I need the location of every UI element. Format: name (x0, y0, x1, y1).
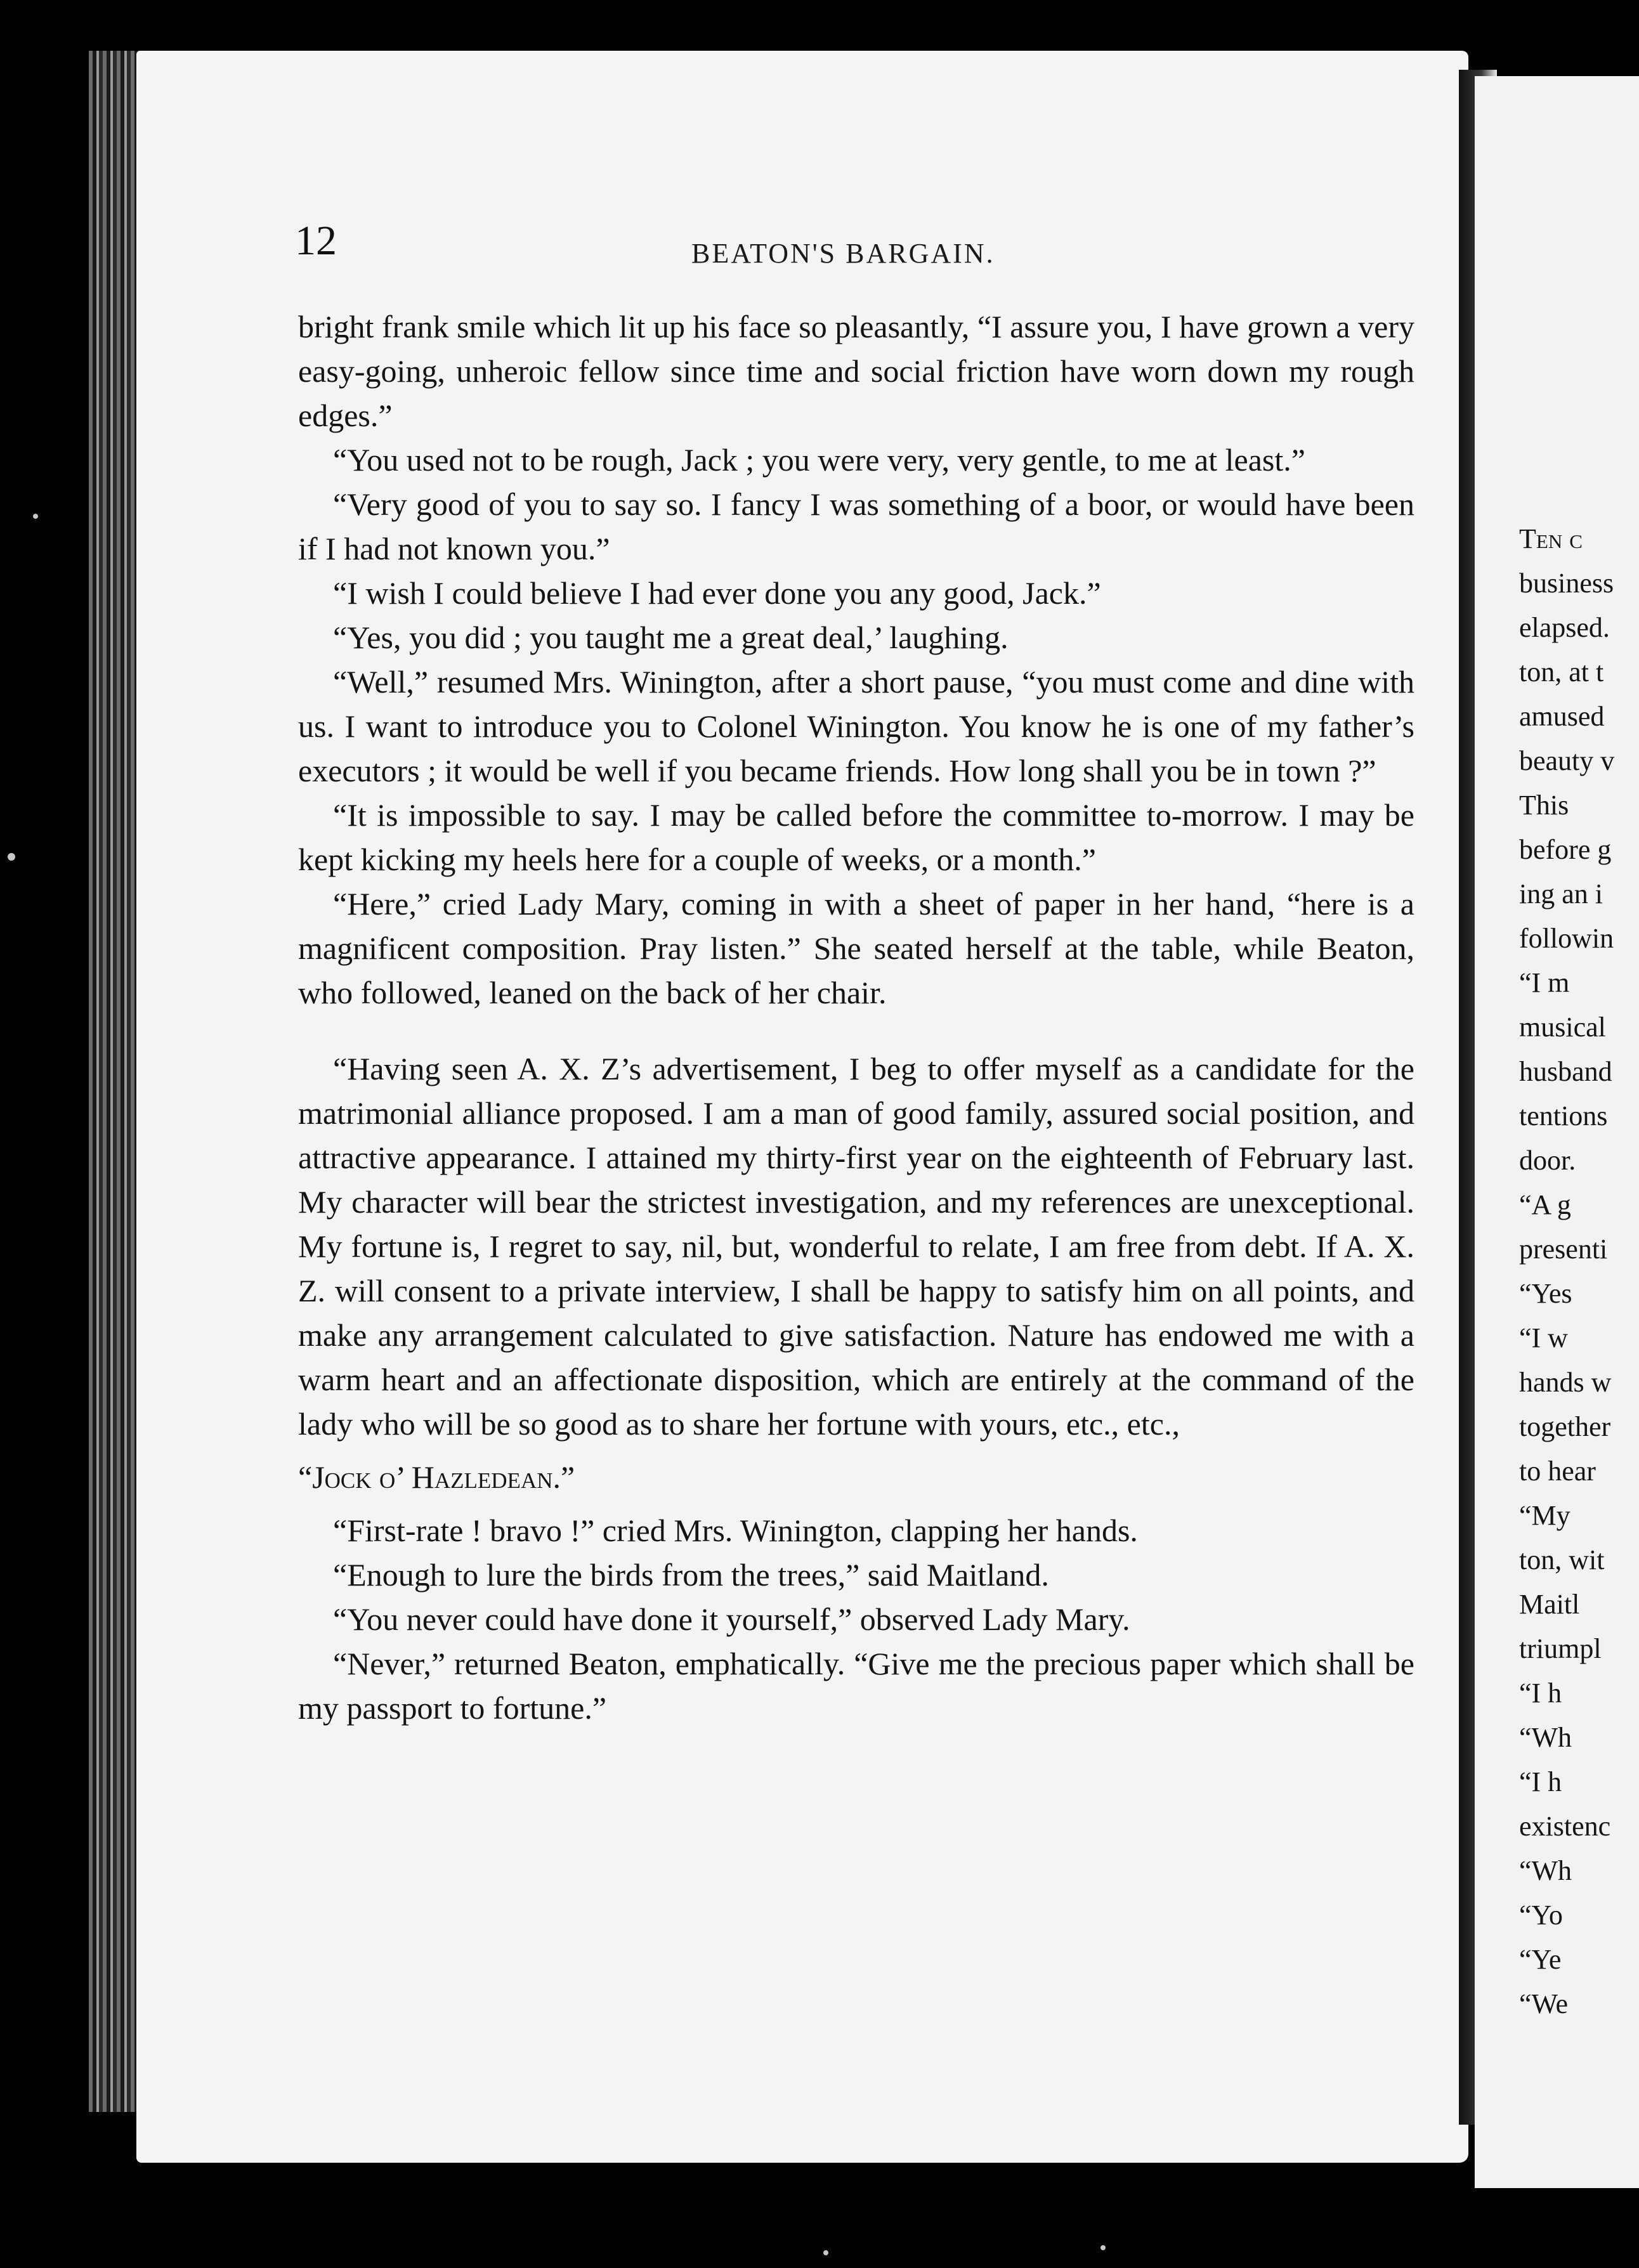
paragraph: “Enough to lure the birds from the trees,” said Maitland. (333, 1557, 1049, 1593)
facing-line: “I m (1519, 967, 1570, 998)
paragraph: “I wish I could believe I had ever done you any good, Jack.” (333, 575, 1101, 611)
paragraph: “It is impossible to say. I may be called before the committee to-morrow. I may be kept kicking my heels here for a couple of weeks, or a month.” (298, 797, 1414, 877)
facing-line: “Yes (1519, 1278, 1572, 1309)
paragraph: bright frank smile which lit up his face so pleasantly, “I assure you, I have grown a very easy-going, unheroic fellow since time and social friction have worn down my rough edges.” (298, 309, 1414, 433)
letter-signature: “Jock o’ Hazledean.” (298, 1459, 575, 1495)
facing-line: together (1519, 1411, 1611, 1442)
facing-line: Maitl (1519, 1589, 1580, 1620)
paragraph: “Never,” returned Beaton, emphatically. “Give me the precious paper which shall be my passport to fortune.” (298, 1646, 1414, 1726)
facing-line: door. (1519, 1145, 1576, 1176)
scan-speck (1100, 2245, 1106, 2250)
paragraph: “Yes, you did ; you taught me a great deal,’ laughing. (333, 620, 1009, 655)
paragraph: “Very good of you to say so. I fancy I was something of a boor, or would have been if I had not known you.” (298, 486, 1414, 566)
scan-speck (8, 853, 15, 861)
facing-line: triumpl (1519, 1633, 1602, 1664)
running-head: BEATON'S BARGAIN. (691, 238, 995, 269)
facing-line: to hear (1519, 1456, 1596, 1487)
section-gap (298, 1015, 1414, 1046)
scan-speck (823, 2250, 828, 2255)
facing-line: ton, at t (1519, 656, 1604, 688)
book-spine-edge (89, 51, 140, 2112)
facing-line: business (1519, 568, 1614, 599)
facing-line: husband (1519, 1056, 1612, 1087)
facing-line: This (1519, 790, 1569, 821)
facing-line: tentions (1519, 1100, 1608, 1131)
facing-line: Ten c (1519, 523, 1583, 554)
facing-line: ton, wit (1519, 1544, 1605, 1575)
facing-line: “Ye (1519, 1944, 1562, 1975)
facing-line: presenti (1519, 1234, 1608, 1265)
paragraph: “You used not to be rough, Jack ; you were very, very gentle, to me at least.” (333, 442, 1305, 478)
facing-line: “Wh (1519, 1722, 1572, 1753)
facing-line: amused (1519, 701, 1605, 732)
facing-line: musical (1519, 1012, 1606, 1043)
facing-line: “A g (1519, 1189, 1571, 1220)
facing-page-text (1519, 517, 1639, 2026)
letter-text: “Having seen A. X. Z’s advertisement, I beg to offer myself as a candidate for the matrimonial alliance proposed. I am a man of good family, assured social position, and attractive appearance. I attained my thirty-first year on the eighteenth of February last. My character will bear the strictest investigation, and my references are unexceptional. My fortune is, I regret to say, nil, but, wonderful to relate, I am free from debt. If A. X. Z. will consent to a private interview, I shall be happy to satisfy him on all points, and make any arrangement calculated to give satisfaction. Nature has endowed me with a warm heart and an affectionate disposition, which are entirely at the command of the lady who will be so good as to share her fortune with yours, etc., etc., (298, 1051, 1414, 1442)
page-number: 12 (295, 218, 337, 264)
page-body (298, 304, 1414, 1730)
paragraph: “You never could have done it yourself,” observed Lady Mary. (333, 1601, 1130, 1637)
facing-line: “My (1519, 1500, 1570, 1531)
facing-line: ing an i (1519, 878, 1603, 909)
facing-line: before g (1519, 834, 1612, 865)
paragraph: “Here,” cried Lady Mary, coming in with a sheet of paper in her hand, “here is a magnificent composition. Pray listen.” She seated herself at the table, while Beaton, who followed, leaned on the back of her chair. (298, 886, 1414, 1010)
facing-line: “I h (1519, 1678, 1562, 1709)
facing-line: hands w (1519, 1367, 1612, 1398)
facing-line: existenc (1519, 1811, 1611, 1842)
facing-line: followin (1519, 923, 1614, 954)
facing-line: “We (1519, 1988, 1569, 2019)
scan-speck (33, 514, 38, 519)
paragraph: “First-rate ! bravo !” cried Mrs. Winington, clapping her hands. (333, 1513, 1138, 1548)
paragraph: “Well,” resumed Mrs. Winington, after a short pause, “you must come and dine with us. I want to introduce you to Colonel Winington. You know he is one of my father’s executors ; it would be well if you became friends. How long shall you be in town ?” (298, 664, 1414, 788)
facing-line: “Wh (1519, 1855, 1572, 1886)
facing-line: “Yo (1519, 1900, 1563, 1931)
facing-line: beauty v (1519, 745, 1615, 776)
facing-line: “I w (1519, 1322, 1568, 1353)
facing-line: “I h (1519, 1766, 1562, 1797)
facing-line: elapsed. (1519, 612, 1610, 643)
